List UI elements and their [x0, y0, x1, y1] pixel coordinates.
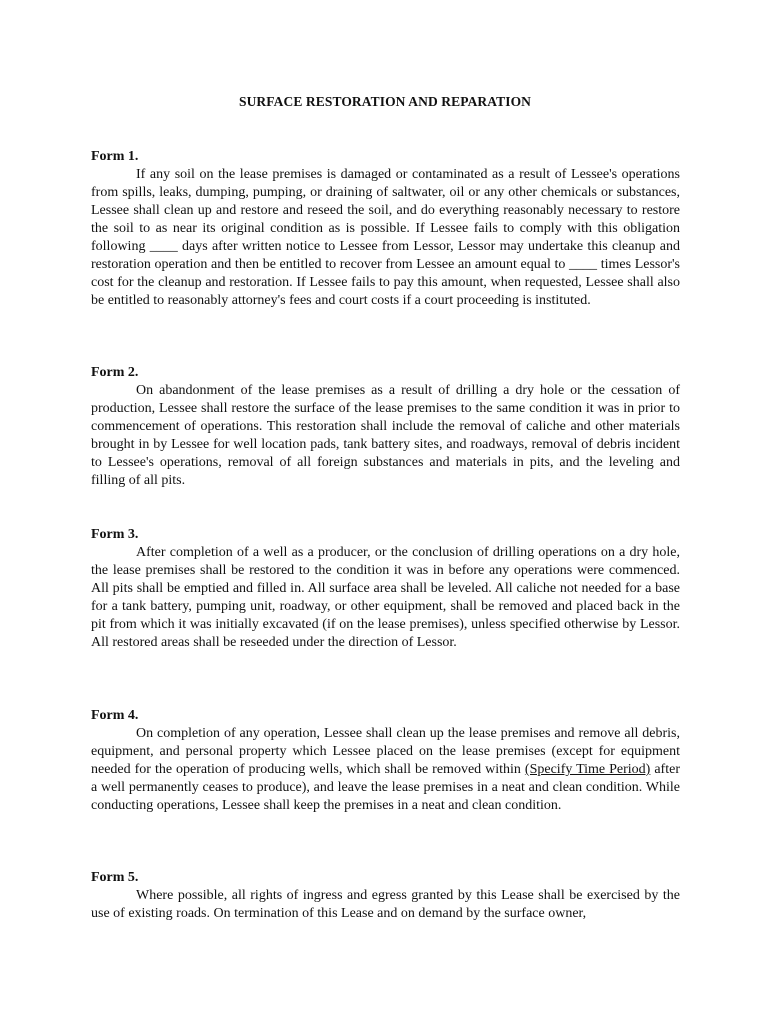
- form-3-body: After completion of a well as a producer, or the conclusion of drilling operations on a dry hole, the lease premises shall be restored to the condition it was in before any operations were commenced. All pits shall be emptied and filled in. All surface area shall be leveled. All caliche not needed for a base for a tank battery, pumping unit, roadway, or other equipment, shall be removed and placed back in the pit from which it was initially excavated (if on the lease premises), unless specified otherwise by Lessor. All restored areas shall be reseeded under the direction of Lessor.: [91, 545, 680, 650]
- form-3-section: [91, 526, 680, 652]
- form-5-section: [91, 869, 680, 923]
- form-4-body-text-end: after a well permanently ceases to produce), and leave the lease premises in a neat and clean condition. While conducting operations, Lessee shall keep the premises in a neat and clean condition.: [91, 762, 680, 813]
- form-2-body: On abandonment of the lease premises as a result of drilling a dry hole or the cessation of production, Lessee shall restore the surface of the lease premises to the same condition it was in prior to commencement of operations. This restoration shall include the removal of caliche and other materials brought in by Lessee for well location pads, tank battery sites, and roadways, removal of debris incident to Lessee's operations, removal of all foreign substances and materials in pits, and the leveling and filling of all pits.: [91, 383, 680, 488]
- form-5-body: Where possible, all rights of ingress and egress granted by this Lease shall be exercised by the use of existing roads. On termination of this Lease and on demand by the surface owner,: [91, 888, 680, 921]
- form-2-section: [91, 364, 680, 490]
- form-4-section: [91, 707, 680, 815]
- form-4-body: [91, 725, 680, 815]
- form-1-body: If any soil on the lease premises is damaged or contaminated as a result of Lessee's operations from spills, leaks, dumping, pumping, or draining of saltwater, oil or any other chemicals or substances, Lessee shall clean up and restore and reseed the soil, and do everything reasonably necessary to restore the soil to as near its original condition as is possible. If Lessee fails to comply with this obligation following ____ days after written notice to Lessee from Lessor, Lessor may undertake this cleanup and restoration operation and then be entitled to recover from Lessee an amount equal to ____ times Lessor's cost for the cleanup and restoration. If Lessee fails to pay this amount, when requested, Lessee shall also be entitled to reasonably attorney's fees and court costs if a court proceeding is instituted.: [91, 167, 680, 308]
- form-4-heading: Form 4.: [91, 708, 139, 723]
- form-2-heading: Form 2.: [91, 365, 139, 380]
- form-5-heading: Form 5.: [91, 870, 139, 885]
- document-title: SURFACE RESTORATION AND REPARATION: [238, 94, 532, 109]
- specify-time-period-blank: (Specify Time Period): [524, 762, 651, 777]
- form-3-heading: Form 3.: [91, 527, 139, 542]
- form-1-heading: Form 1.: [91, 149, 139, 164]
- form-4-body-text-start: On completion of any operation, Lessee shall clean up the lease premises and remove all debris, equipment, and personal property which Lessee placed on the lease premises (except for equipment needed for the operation of producing wells, which shall be removed within: [91, 726, 680, 777]
- form-1-section: [91, 148, 680, 310]
